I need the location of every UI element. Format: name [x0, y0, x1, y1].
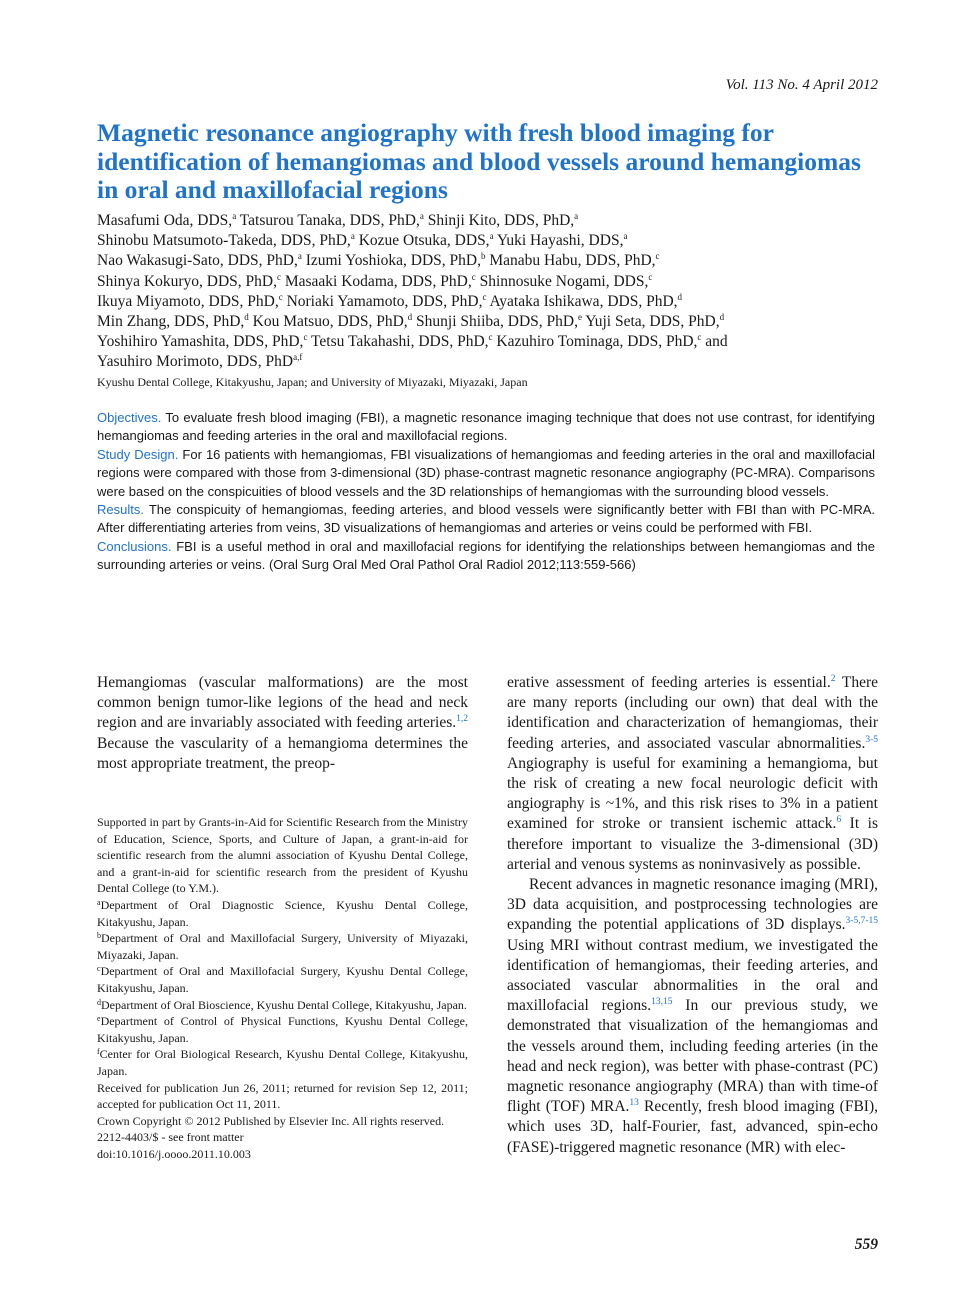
citation-link[interactable]: 3-5 [865, 734, 878, 745]
body-text: Using MRI without contrast medium, we investigated the identification of hemangiomas, their feeding arteries, and associated vascular abnormalities in the oral and maxillofacial regions. [507, 936, 878, 1015]
author-name: Shinji Kito, DDS, PhD, [423, 212, 575, 229]
affiliation-mark: a [350, 231, 355, 242]
author-name: Yuki Hayashi, DDS, [493, 232, 624, 250]
author-line [97, 332, 887, 352]
intro-text-1: Hemangiomas (vascular malformations) are the most common benign tumor-like legions of the head and neck region and are invariably associated with feeding arteries. [97, 674, 468, 732]
results-text: The conspicuity of hemangiomas, feeding arteries, and blood vessels were significantly better with FBI than with PC-MRA. After differentiating arteries from veins, 3D visualizations of hemangiomas and arteries or veins could be performed with FBI. [97, 502, 875, 536]
affiliation-note-c [97, 963, 468, 996]
abstract-conclusions [97, 538, 875, 575]
footnote-mark: e [97, 1014, 101, 1024]
author-line [97, 231, 887, 251]
objectives-label: Objectives. [97, 410, 162, 425]
author-line [97, 211, 887, 231]
results-label: Results. [97, 502, 144, 518]
objectives-text: To evaluate fresh blood imaging (FBI), a magnetic resonance imaging technique that does not use contrast, for identifying hemangiomas and feeding arteries in the oral and maxillofacial regions. [97, 410, 875, 444]
author-name: Izumi Yoshioka, DDS, PhD, [301, 252, 481, 270]
author-line [97, 272, 887, 292]
author-name: Nao Wakasugi-Sato, DDS, PhD, [97, 252, 298, 270]
affiliation-note-a [97, 897, 468, 930]
affiliation: Kyushu Dental College, Kitakyushu, Japan; and University of Miyazaki, Miyazaki, Japan [97, 375, 528, 389]
footnote-text: Department of Oral and Maxillofacial Surgery, University of Miyazaki, Miyazaki, Japan. [97, 931, 468, 962]
affiliation-note-b [97, 930, 468, 963]
affiliation-mark: d [244, 312, 249, 323]
footnote-mark: d [97, 997, 101, 1007]
body-left-column [97, 673, 468, 774]
article-title: Magnetic resonance angiography with fresh blood imaging for identification of hemangiomas and blood vessels around hemangiomas in oral and maxillofacial regions [97, 118, 861, 204]
affiliation-mark: a [232, 211, 237, 221]
citation-link[interactable]: 13,15 [651, 997, 673, 1008]
author-line [97, 251, 887, 271]
author-name: Min Zhang, DDS, PhD, [97, 313, 245, 331]
intro-text-2: Because the vascularity of a hemangioma determines the most appropriate treatment, the preop- [97, 734, 468, 772]
author-name: Noriaki Yamamoto, DDS, PhD, [282, 292, 483, 310]
author-name: Yoshihiro Yamashita, DDS, PhD, [97, 333, 304, 351]
body-paragraph-1 [507, 673, 878, 875]
abstract-study-design [97, 446, 875, 501]
affiliation-mark: d [677, 291, 683, 302]
footnote-mark: f [97, 1047, 100, 1057]
author-name: Kazuhiro Tominaga, DDS, PhD, [492, 333, 698, 351]
author-name: Masafumi Oda, DDS, [97, 212, 233, 229]
study-design-text: For 16 patients with hemangiomas, FBI visualizations of hemangiomas and feeding arteries in the oral and maxillofacial regions were compared with those from 3-dimensional (3D) phase-contrast magnetic resonance angiography (PC-MRA). Comparisons were based on the conspicuities of blood vessels and the 3D relationships of hemangiomas with the surrounding blood vessels. [97, 446, 875, 499]
author-name: Kou Matsuo, DDS, PhD, [248, 313, 408, 331]
footnote-text: Department of Oral Diagnostic Science, Kyushu Dental College, Kitakyushu, Japan. [97, 897, 468, 929]
affiliation-mark: a [419, 211, 424, 221]
funding-note: Supported in part by Grants-in-Aid for Scientific Research from the Ministry of Education, Science, Sports, and Culture of Japan, a grant-in-aid for scientific research from the alumni association of Kyushu Dental College, and a grant-in-aid for scientific research from the president of Kyushu Dental College (to Y.M.). [97, 815, 468, 896]
footnote-text: Department of Oral Bioscience, Kyushu Dental College, Kitakyushu, Japan. [101, 997, 467, 1012]
author-line [97, 312, 887, 332]
author-name: Ayataka Ishikawa, DDS, PhD, [486, 292, 678, 310]
study-design-label: Study Design. [97, 446, 179, 462]
affiliation-mark: c [278, 291, 283, 302]
affiliation-mark: c [488, 332, 493, 343]
author-name: Tatsurou Tanaka, DDS, PhD, [236, 212, 420, 229]
page-number: 559 [854, 1236, 878, 1253]
author-line [97, 352, 887, 372]
footnotes [97, 814, 468, 1162]
volume-issue-header: Vol. 113 No. 4 April 2012 [725, 77, 878, 93]
author-name: Shinya Kokuryo, DDS, PhD, [97, 272, 277, 290]
body-text: erative assessment of feeding arteries is essential. [507, 674, 831, 691]
affiliation-mark: a [489, 231, 494, 242]
affiliation-mark: c [648, 271, 653, 282]
citation-link[interactable]: 13 [629, 1098, 639, 1109]
author-name: Shunji Shiiba, DDS, PhD, [412, 313, 578, 331]
author-name: Kozue Otsuka, DDS, [354, 232, 490, 250]
affiliation-mark: c [303, 332, 308, 343]
footnote-mark: c [97, 964, 101, 974]
affiliation-mark: c [482, 291, 487, 302]
affiliation-mark: c [697, 332, 702, 343]
body-text: Angiography is useful for examining a hemangioma, but the risk of creating a new focal neurologic deficit with angiography is ~1%, and this risk rises to 3% in a patient examined for stroke or transient ischemic attack. [507, 754, 878, 833]
abstract-objectives [97, 409, 875, 446]
affiliation-mark: d [719, 312, 725, 323]
body-text: It is therefore important to visualize the 3-dimensional (3D) arterial and venous systems as noninvasively as possible. [507, 815, 878, 873]
body-text: There are many reports (including our own) that deal with the identification and characterization of hemangiomas, their feeding arteries, and associated vascular abnormalities. [507, 674, 879, 752]
abstract-results [97, 501, 875, 538]
conclusions-text: FBI is a useful method in oral and maxillofacial regions for identifying the relationships between hemangiomas and the surrounding arteries or veins. (Oral Surg Oral Med Oral Pathol Oral Radiol 2012;113:559-566) [97, 538, 875, 573]
footnote-text: Department of Control of Physical Functions, Kyushu Dental College, Kitakyushu, Japan. [97, 1014, 468, 1045]
affiliation-mark: c [655, 251, 660, 262]
citation-link[interactable]: 3-5,7-15 [845, 916, 878, 927]
citation-link[interactable]: 2 [830, 674, 836, 684]
author-name: Yuji Seta, DDS, PhD, [581, 313, 720, 331]
affiliation-mark: c [276, 271, 281, 282]
footnote-mark: a [97, 897, 101, 907]
citation-link[interactable]: 6 [836, 815, 842, 826]
author-name: Masaaki Kodama, DDS, PhD, [280, 272, 472, 290]
author-name: Ikuya Miyamoto, DDS, PhD, [97, 292, 279, 310]
conclusions-label: Conclusions. [97, 538, 172, 554]
author-list [97, 211, 887, 373]
affiliation-note-f [97, 1046, 468, 1079]
publication-history: Received for publication Jun 26, 2011; returned for revision Sep 12, 2011; accepted for publication Oct 11, 2011. [97, 1080, 468, 1112]
citation-link[interactable]: 1,2 [456, 714, 468, 725]
body-text: In our previous study, we demonstrated that visualization of the hemangiomas and the vessels around them, including feeding arteries (in the head and neck region), was better with phase-contrast (PC) magnetic resonance angiography (MRA) than with time-of flight (TOF) MRA. [507, 997, 879, 1116]
author-name: and [701, 333, 728, 351]
affiliation-mark: b [480, 251, 486, 262]
body-text: Recent advances in magnetic resonance imaging (MRI), 3D data acquisition, and postprocessing technologies are expanding the potential applications of 3D displays. [507, 876, 878, 934]
issn-line: 2212-4403/$ - see front matter [97, 1130, 244, 1145]
intro-paragraph [97, 673, 468, 774]
affiliation-mark: a [297, 251, 302, 262]
copyright-notice: Crown Copyright © 2012 Published by Elsevier Inc. All rights reserved. [97, 1113, 445, 1128]
author-name: Tetsu Takahashi, DDS, PhD, [307, 333, 489, 351]
doi-link[interactable]: doi:10.1016/j.oooo.2011.10.003 [97, 1146, 251, 1161]
abstract [97, 409, 875, 575]
affiliation-mark: a [574, 211, 579, 221]
author-name: Manabu Habu, DDS, PhD, [485, 252, 656, 270]
affiliation-note-d [97, 997, 468, 1014]
affiliation-mark: a,f [293, 352, 303, 363]
affiliation-mark: e [577, 312, 582, 323]
affiliation-mark: d [407, 312, 413, 323]
body-right-column [507, 673, 878, 1158]
author-name: Shinnosuke Nogami, DDS, [475, 272, 649, 290]
affiliation-mark: a [623, 231, 628, 242]
body-paragraph-2 [507, 875, 878, 1158]
author-line [97, 292, 887, 312]
footnote-mark: b [97, 931, 101, 941]
footnote-text: Department of Oral and Maxillofacial Surgery, Kyushu Dental College, Kitakyushu, Japan. [97, 964, 468, 995]
author-name: Yasuhiro Morimoto, DDS, PhD [97, 353, 294, 371]
affiliation-mark: c [471, 271, 476, 282]
affiliation-note-e [97, 1013, 468, 1046]
body-text: Recently, fresh blood imaging (FBI), which uses 3D, half-Fourier, fast, advanced, spin-echo (FASE)-triggered magnetic resonance (MR) with elec- [507, 1098, 878, 1156]
author-name: Shinobu Matsumoto-Takeda, DDS, PhD, [97, 232, 351, 250]
footnote-text: Center for Oral Biological Research, Kyushu Dental College, Kitakyushu, Japan. [97, 1047, 468, 1078]
